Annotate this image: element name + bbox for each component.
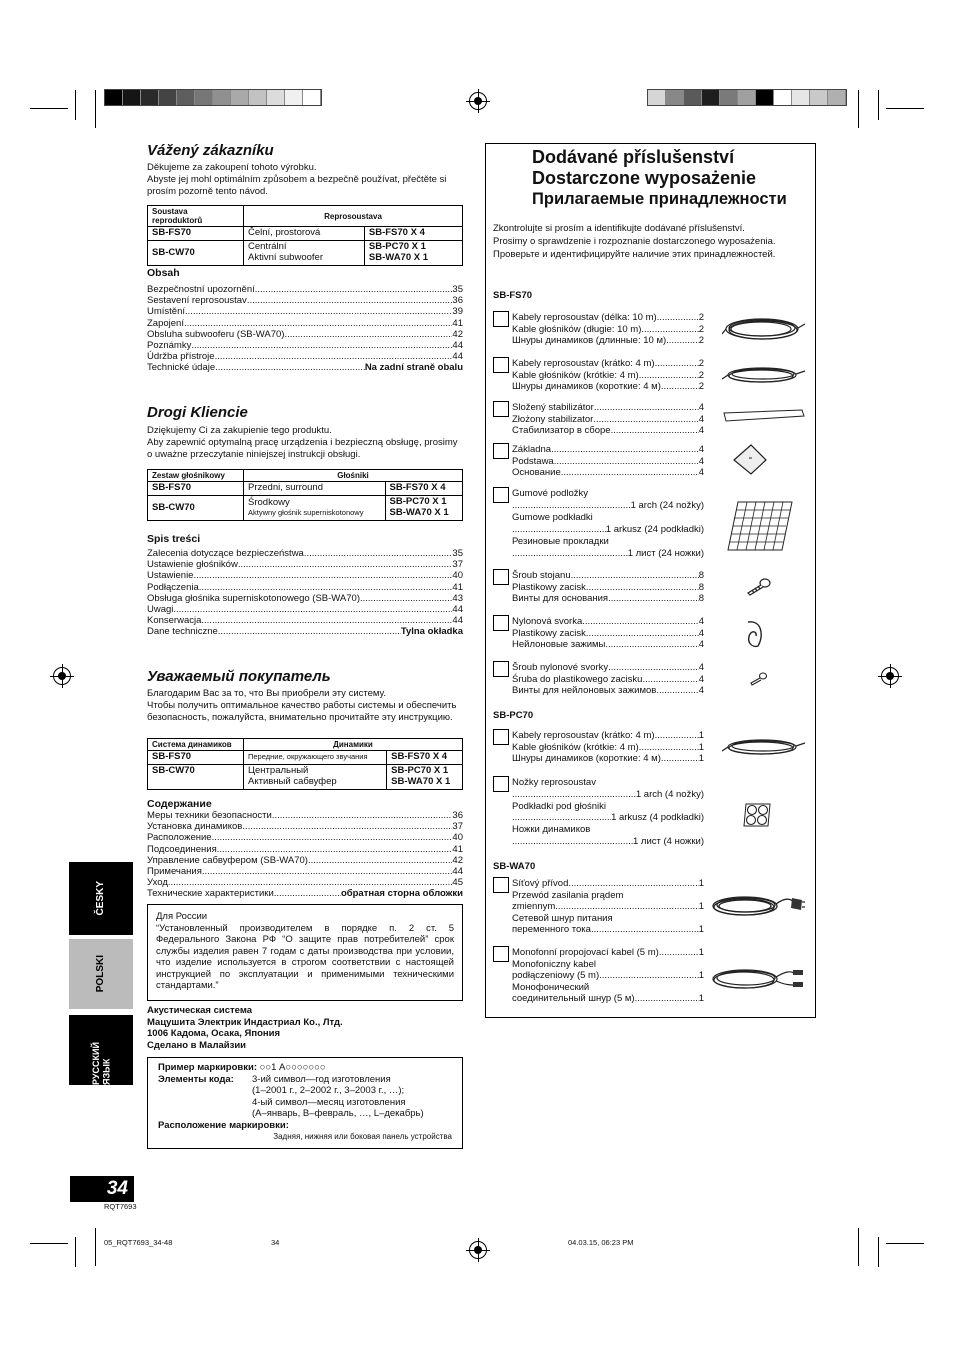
intro-line: Děkujeme za zakoupení tohoto výrobku. [147,162,317,173]
location-label: Расположение маркировки: [158,1119,289,1131]
speaker-table-cz [147,205,463,266]
intro-ru [147,688,465,724]
item-text: 2 [698,323,704,335]
marking-box [147,1057,463,1149]
marking-value: ○○1 A○○○○○○○ [259,1062,326,1073]
item-text: 8 [698,581,704,593]
item-text: Kable głośników (krótkie: 4 m) [512,741,639,753]
registration-mark-icon [469,92,487,110]
table-header: Zestaw głośnikowy [148,470,244,482]
item-text: 2 [698,335,704,346]
item-text: Plastikowy zacisk [512,627,586,639]
toc-label: Ustawienie głośników [147,559,238,571]
crop-mark [30,1243,68,1244]
crop-mark [30,108,68,109]
toc-label: Технические характеристики [147,888,274,900]
item-text: 4 [698,413,704,425]
toc-page: Na zadní straně obalu [364,362,463,374]
item-line: Gumové podložky [512,488,589,499]
item-text: Kabely reprosoustav (krátko: 4 m) [512,358,655,369]
toc-title-pl: Spis treści [147,533,201,545]
item-line: Przewód zasilania prądem [512,889,624,901]
toc-row [147,340,463,351]
table-header: Динамики [244,739,463,751]
registration-mark-icon [469,1241,487,1259]
mono-cable-icon [710,959,806,997]
table-cell: Čelní, prostorová [244,227,365,241]
toc-label: Údržba přístroje [147,351,215,363]
item-text: Стабилизатор в сборе [512,425,611,436]
tab-label: POLSKI [95,955,107,993]
item-text: Monofonní propojovací kabel (5 m) [512,947,659,958]
crop-mark [75,1237,76,1267]
checkbox[interactable] [493,311,509,327]
toc-label: Bezpečnostní upozornění [147,284,255,295]
table-cell: SB-FS70 [148,482,244,496]
cell-line: Активный сабвуфер [248,776,337,788]
table-cell: SB-FS70 X 4 [364,227,462,241]
small-screw-icon [748,671,768,687]
toc-row [147,329,463,340]
intro-line: Dziękujemy Ci za zakupienie tego produktu. [147,425,332,436]
item-text: 4 [698,639,704,650]
crop-mark [95,1228,96,1266]
crop-mark [858,1228,859,1266]
item-text: Шнуры динамиков (короткие: 4 м) [512,381,661,392]
toc-page: 40 [452,570,463,582]
table-header: Reprosoustava [244,206,463,227]
table-cell [387,765,463,790]
item-text: Kable głośników (długie: 10 m) [512,323,642,335]
toc-page: 41 [452,843,463,855]
item-line: Монофонический [512,981,590,993]
item-text: 2 [698,381,704,392]
rubber-pads-icon [726,500,794,552]
power-cord-icon [710,884,806,924]
item-text: 4 [698,627,704,639]
toc-page: 37 [452,559,463,571]
toc-page: 36 [452,810,463,821]
item-line: 1 arkusz (24 podkładki) [605,524,704,535]
item-line: Сетевой шнур питания [512,912,613,924]
doc-code: RQT7693 [104,1202,137,1211]
item-text: 4 [698,444,704,455]
footer-file: 05_RQT7693_34-48 [104,1238,173,1247]
crop-mark [75,90,76,120]
item-text: 1 [698,730,704,741]
toc-row [147,832,463,843]
manufacturer-info [147,1005,343,1051]
toc-page: 36 [452,295,463,307]
toc-row [147,582,463,593]
maker-line: Акустическая система [147,1005,253,1016]
table-cell: SB-CW70 [148,241,244,266]
table-cell [364,241,462,266]
item-line: Monofoniczny kabel [512,958,596,970]
tab-label: ČESKY [95,881,107,916]
speaker-table-ru [147,738,463,790]
crop-mark [878,90,879,120]
toc-page: 35 [452,548,463,559]
toc-label: Меры техники безопасности [147,810,272,821]
toc-label: Zalecenia dotyczące bezpieczeństwa [147,548,304,559]
item-text: 4 [698,455,704,467]
item-line: Резиновые прокладки [512,536,609,547]
toc-label: Ustawienie [147,570,194,582]
crop-mark [95,90,96,128]
section-sb-wa70: SB-WA70 [493,861,536,872]
crop-mark [878,1237,879,1267]
footer-page: 34 [271,1238,280,1247]
cell-line: SB-WA70 X 1 [391,776,451,788]
title-ru: Прилагаемые принадлежности [532,190,787,208]
toc-label: Подсоединения [147,843,217,855]
feet-icon [742,802,772,828]
item-text: 1 [698,947,704,958]
checkbox[interactable] [493,946,509,962]
item-text: Nylonová svorka [512,616,583,627]
toc-row [147,318,463,329]
intro-pl [147,425,465,461]
toc-page: 37 [452,821,463,833]
item-text: 1 [698,993,704,1004]
tab-russkiy[interactable] [69,1015,133,1085]
toc-label: Konserwacja [147,615,202,627]
item-text: 2 [698,312,704,323]
toc-row [147,548,463,559]
toc-row [147,810,463,821]
maker-line: Сделано в Малайзии [147,1039,247,1051]
item-text: 4 [698,616,704,627]
toc-label: Dane techniczne [147,626,218,638]
item-text: 2 [698,358,704,369]
item-text: Podstawa [512,455,554,467]
tab-label: РУССКИЙ ЯЗЫК [90,1042,111,1085]
table-cell: SB-CW70 [148,765,244,790]
intro-line: Чтобы получить оптимальное качество работы системы и обеспечить безопасность, пожалуйста, внимательно прочитайте эту инструкцию. [147,700,457,723]
crop-mark [886,1243,924,1244]
cell-line: SB-WA70 X 1 [389,507,449,519]
checkbox[interactable] [493,401,509,417]
table-cell: SB-FS70 [148,751,244,765]
item-text: 1 [698,901,704,912]
table-cell: Передние, окружающего звучания [244,751,387,765]
toc-row [147,604,463,615]
table-cell [244,496,386,521]
maker-line: Мацушита Электрик Индастриал Ко., Лтд. [147,1016,343,1028]
cell-line: Aktivní subwoofer [248,252,323,264]
tab-polski[interactable] [69,939,133,1009]
heading-ru: Уважаемый покупатель [147,668,331,685]
toc-page: 40 [452,832,463,844]
table-cell: SB-FS70 X 4 [385,482,462,496]
table-cell [244,765,387,790]
long-cable-icon [722,312,806,346]
toc-row [147,295,463,306]
table-cell: SB-FS70 X 4 [387,751,463,765]
toc-label: Уход [147,877,168,889]
toc-page: 44 [452,615,463,627]
item-text: Síťový přívod [512,878,569,889]
code-label: Элементы кода: [158,1073,234,1085]
item-line: 1 лист (24 ножки) [627,548,704,559]
toc-page: обратная сторна обложки [340,888,463,900]
toc-page: Tylna okładka [400,626,463,638]
item-text: Основание [512,467,561,478]
short-cable-icon [722,362,806,388]
item-text: zmiennym [512,901,556,912]
toc-row [147,866,463,877]
item-line: Podkładki pod głośniki [512,800,607,812]
toc-row [147,559,463,570]
toc-label: Zapojení [147,317,184,329]
item-text: 4 [698,402,704,413]
code-line: (1–2001 г., 2–2002 г., 3–2003 г., …); [252,1085,405,1096]
toc-label: Podłączenia [147,581,199,593]
notice-text: “Установленный производителем в порядке п. 2 ст. 5 Федерального Закона РФ “О защите прав потребителей” срок службы изделия равен 7 годам с даты производства при условии, что изделие используется в строгом соответствии с настоящей инструкцией по эксплуатации и применимыми техническими стандартами.” [156,922,454,991]
table-cell: Przedni, surround [244,482,386,496]
registration-mark-icon [881,667,899,685]
toc-page: 35 [452,284,463,295]
toc-label: Расположение [147,832,212,844]
crop-mark [858,90,859,128]
toc-label: Obsługa głośnika superniskotonowego (SB-WA70) [147,592,360,604]
heading-cz: Vážený zákazníku [147,142,274,159]
item-line: 1 arkusz (4 podkładki) [611,812,704,824]
registration-mark-icon [53,667,71,685]
item-text: podłączeniowy (5 m) [512,970,600,981]
cell-line: Środkowy [248,497,290,509]
toc-row [147,351,463,362]
title-cz: Dodávané příslušenství [532,147,735,167]
item-text: Šroub stojanu [512,570,571,581]
intro-line: Благодарим Вас за то, что Вы приобрели эту систему. [147,688,386,699]
item-line: Nožky reprosoustav [512,777,596,788]
stabilizer-icon [722,408,806,424]
item-text: 8 [698,570,704,581]
checkbox[interactable] [493,615,509,631]
item-text: Шнуры динамиков (длинные: 10 м) [512,335,667,346]
section-sb-fs70: SB-FS70 [493,290,533,301]
toc-row [147,362,463,373]
toc-row [147,570,463,581]
toc-row [147,844,463,855]
toc-label: Sestavení reprosoustav [147,295,247,307]
item-line: 1 arch (4 nožky) [635,788,704,800]
toc-row [147,306,463,317]
item-text: Kabely reprosoustav (délka: 10 m) [512,312,657,323]
accessories-intro [493,222,811,261]
toc-title-cz: Obsah [147,267,180,279]
cell-line: SB-PC70 X 1 [368,241,426,253]
checkbox[interactable] [493,729,509,745]
toc-ru [147,810,463,900]
item-text: 4 [698,662,704,673]
russia-notice-box [147,904,463,1001]
toc-label: Установка динамиков [147,821,243,833]
toc-page: 43 [452,592,463,604]
item-text: переменного тока [512,924,591,935]
toc-label: Technické údaje [147,362,216,374]
toc-page: 41 [452,317,463,329]
table-cell: SB-FS70 [148,227,244,241]
marking-label: Пример маркировки: [158,1062,258,1073]
toc-page: 42 [452,328,463,340]
maker-line: 1006 Кадома, Осака, Япония [147,1028,281,1039]
toc-cz [147,284,463,374]
checkbox[interactable] [493,776,509,792]
code-line: 3-ий символ—год изготовления [252,1073,391,1085]
toc-label: Uwagi [147,604,174,616]
toc-row [147,626,463,637]
item-text: 4 [698,685,704,696]
color-calibration-bar [104,89,322,106]
item-line: 1 лист (4 ножки) [632,835,704,847]
item-text: 2 [698,369,704,381]
intro-line: Aby zapewnić optymalną pracę urządzenia i bezpieczną obsługę, prosimy o uważne przeczytanie niniejszej instrukcji obsługi. [147,437,458,460]
cell-line: Центральный [248,765,309,777]
item-text: Kable głośników (krótkie: 4 m) [512,369,639,381]
table-header: Soustava reproduktorů [148,206,244,227]
cell-line: Centrální [248,241,287,253]
item-text: Винты для нейлоновых зажимов [512,685,657,696]
code-line: (А–январь, В–февраль, …, L–декабрь) [252,1108,424,1119]
item-text: Šroub nylonové svorky [512,662,609,673]
toc-page: 44 [452,866,463,878]
nylon-clamp-icon [744,618,766,650]
intro-line: Zkontrolujte si prosím a identifikujte dodávané příslušenství. [493,223,745,234]
item-text: Винты для основания [512,593,609,604]
intro-line: Abyste jej mohl optimálním způsobem a bezpečně používat, přečtěte si prosím pozorně tento návod. [147,174,447,197]
cell-line: SB-PC70 X 1 [389,496,447,508]
toc-title-ru: Содержание [147,798,212,810]
item-text: 4 [698,425,704,436]
color-calibration-bar [647,89,847,106]
base-icon [731,442,769,476]
table-cell: SB-CW70 [148,496,244,521]
item-text: 4 [698,467,704,478]
intro-cz [147,162,465,198]
checkbox[interactable] [493,487,509,503]
item-line: Ножки динамиков [512,824,591,836]
short-cable-icon [722,734,806,760]
toc-page: 41 [452,581,463,593]
accessories-box [485,143,816,1018]
item-text: Нейлоновые зажимы [512,639,606,650]
checkbox[interactable] [493,569,509,585]
crop-mark [886,108,924,109]
cell-line: Aktywny głośnik superniskotonowy [248,508,364,518]
table-cell [385,496,462,521]
toc-row [147,888,463,899]
notice-title: Для России [156,911,208,922]
toc-label: Obsluha subwooferu (SB-WA70) [147,328,285,340]
item-text: Śruba do plastikowego zacisku [512,673,643,685]
item-text: Złożony stabilizator [512,413,594,425]
toc-row [147,284,463,295]
speaker-table-pl [147,469,463,521]
toc-row [147,821,463,832]
item-text: Шнуры динамиков (короткие: 4 м) [512,753,661,764]
intro-line: Проверьте и идентифицируйте наличие этих принадлежностей. [493,249,776,260]
item-text: 1 [698,970,704,981]
toc-label: Управление сабвуфером (SB-WA70) [147,854,308,866]
toc-page: 39 [452,306,463,318]
item-text: 1 [698,741,704,753]
checkbox[interactable] [493,443,509,459]
intro-line: Prosimy o sprawdzenie i rozpoznanie dostarczonego wyposażenia. [493,236,776,247]
toc-row [147,615,463,626]
cell-line: SB-PC70 X 1 [391,765,449,777]
table-header: Głośniki [244,470,463,482]
toc-label: Poznámky [147,340,192,352]
toc-row [147,593,463,604]
toc-label: Примечания [147,866,202,878]
section-sb-pc70: SB-PC70 [493,710,534,721]
toc-page: 44 [452,340,463,352]
table-cell [244,241,365,266]
cell-line: SB-WA70 X 1 [368,252,429,264]
item-text: Základna [512,444,552,455]
item-text: Kabely reprosoustav (krátko: 4 m) [512,730,655,741]
item-text: 4 [698,673,704,685]
toc-label: Umístění [147,306,186,318]
table-header: Система динамиков [148,739,244,751]
item-line: 1 arch (24 nožky) [630,500,704,511]
toc-row [147,877,463,888]
item-text: Složený stabilizátor [512,402,594,413]
screw-icon [744,576,772,598]
checkbox[interactable] [493,877,509,893]
toc-pl [147,548,463,638]
toc-page: 42 [452,854,463,866]
title-pl: Dostarczone wyposażenie [532,168,757,188]
item-text: 8 [698,593,704,604]
toc-page: 44 [452,604,463,616]
item-text: Plastikowy zacisk [512,581,586,593]
item-text: 1 [698,878,704,889]
tab-cesky[interactable] [69,862,133,935]
location-value: Задняя, нижняя или боковая панель устройства [273,1132,452,1141]
item-text: 1 [698,924,704,935]
code-line: 4-ый символ—месяц изготовления [252,1096,406,1108]
footer-date: 04.03.15, 06:23 PM [568,1238,634,1247]
toc-page: 44 [452,351,463,363]
item-text: соединительный шнур (5 м) [512,993,635,1004]
page-number: 34 [70,1176,134,1202]
checkbox[interactable] [493,357,509,373]
item-text: 1 [698,753,704,764]
toc-row [147,855,463,866]
toc-page: 45 [452,877,463,889]
checkbox[interactable] [493,661,509,677]
item-line: Gumowe podkładki [512,512,593,523]
heading-pl: Drogi Kliencie [147,404,248,421]
